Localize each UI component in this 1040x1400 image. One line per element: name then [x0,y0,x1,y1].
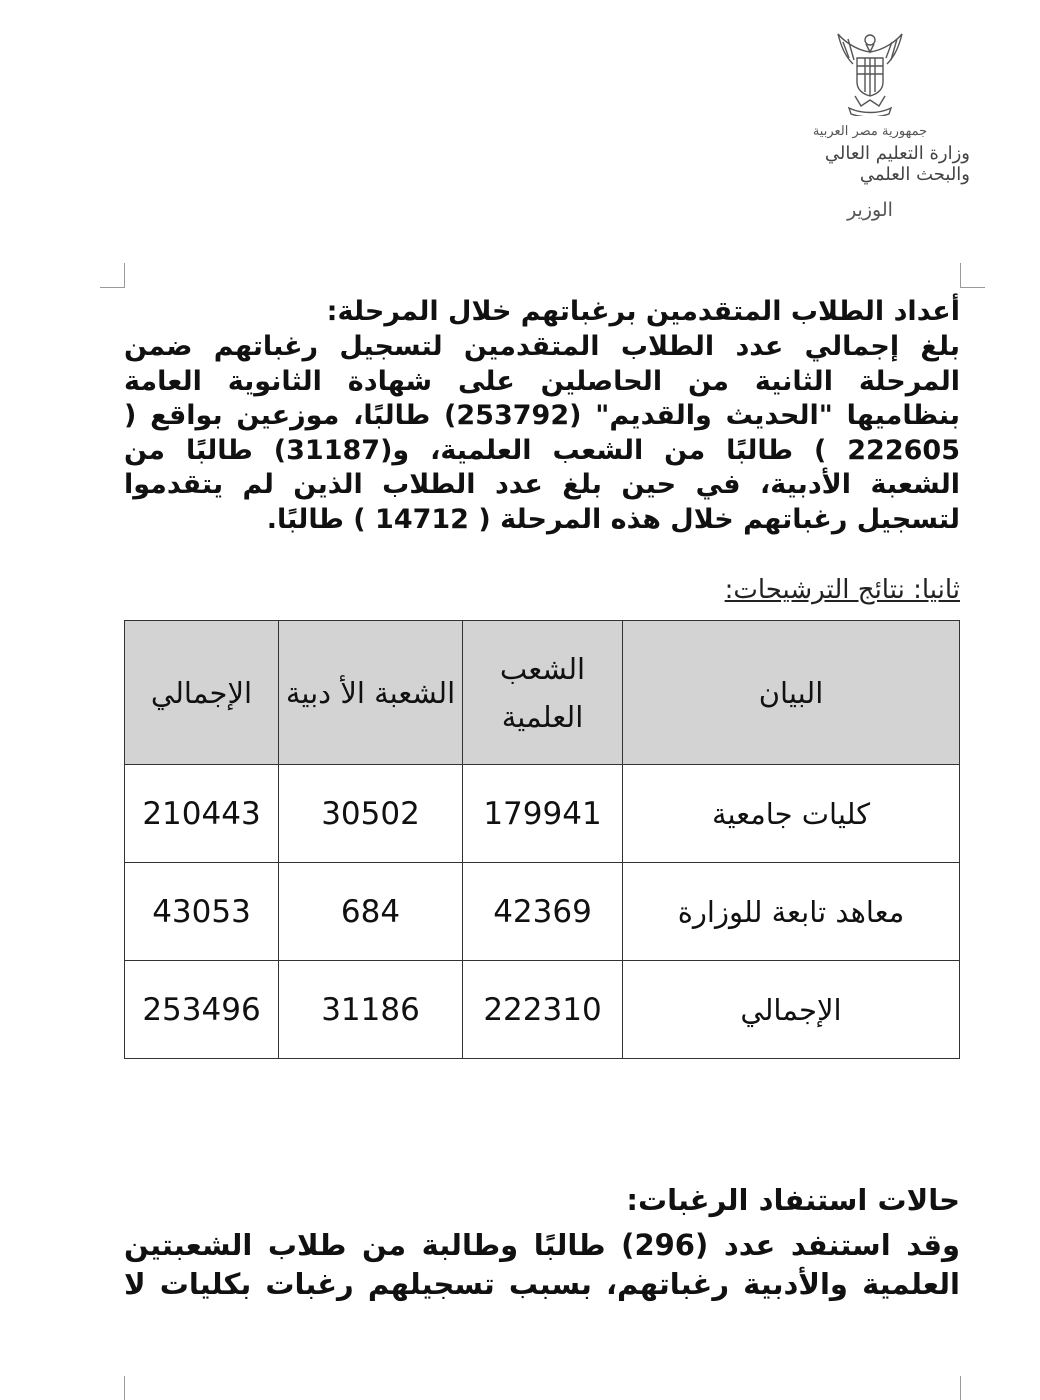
cell-total: 43053 [125,863,279,961]
cell-scientific: 179941 [463,765,623,863]
table-row-total [125,961,960,1059]
row-label: كليات جامعية [623,765,960,863]
nomination-results-table [124,620,960,1059]
header-statement: البيان [623,621,960,765]
egypt-eagle-emblem-icon [835,30,905,116]
cell-literary: 684 [279,863,463,961]
crop-mark-top-right [960,263,985,288]
cell-scientific: 42369 [463,863,623,961]
ministry-line: وزارة التعليم العالي والبحث العلمي [824,143,970,185]
crop-mark-top-left [100,263,125,288]
cell-literary: 31186 [279,961,463,1059]
exhausted-paragraph: وقد استنفد عدد (296) طالبًا وطالبة من طلاب الشعبتين العلمية والأدبية رغباتهم، بسبب تسجيلهم رغبات بكليات لا [124,1228,960,1301]
table-row [125,765,960,863]
section-heading-results: ثانيا: نتائج الترشيحات: [724,575,960,605]
table-header-row [125,621,960,765]
table-row [125,863,960,961]
cell-scientific: 222310 [463,961,623,1059]
crop-mark-bottom-left [100,1376,125,1400]
applicants-paragraph: بلغ إجمالي عدد الطلاب المتقدمين لتسجيل رغباتهم ضمن المرحلة الثانية من الحاصلين على شهادة الثانوية العامة بنظاميها "الحديث والقديم" (253792) طالبًا، موزعين بواقع ( 222605 ) طالبًا من الشعب العلمية، و(31187) طالبًا من الشعبة الأدبية، في حين بلغ عدد الطلاب الذين لم يتقدموا لتسجيل رغباتهم خلال هذه المرحلة ( 14712 ) طالبًا. [124,331,960,535]
section-heading-exhausted: حالات استنفاد الرغبات: [626,1183,960,1217]
minister-label: الوزير [847,199,893,221]
cell-literary: 30502 [279,765,463,863]
header-scientific: الشعب العلمية [463,621,623,765]
section-heading-applicants: أعداد الطلاب المتقدمين برغباتهم خلال المرحلة: [326,296,960,327]
crop-mark-bottom-right [960,1376,985,1400]
letterhead [770,30,970,221]
row-label: معاهد تابعة للوزارة [623,863,960,961]
country-line: جمهورية مصر العربية [812,124,928,139]
cell-total: 210443 [125,765,279,863]
row-label: الإجمالي [623,961,960,1059]
header-total: الإجمالي [125,621,279,765]
header-literary: الشعبة الأ دبية [279,621,463,765]
cell-total: 253496 [125,961,279,1059]
